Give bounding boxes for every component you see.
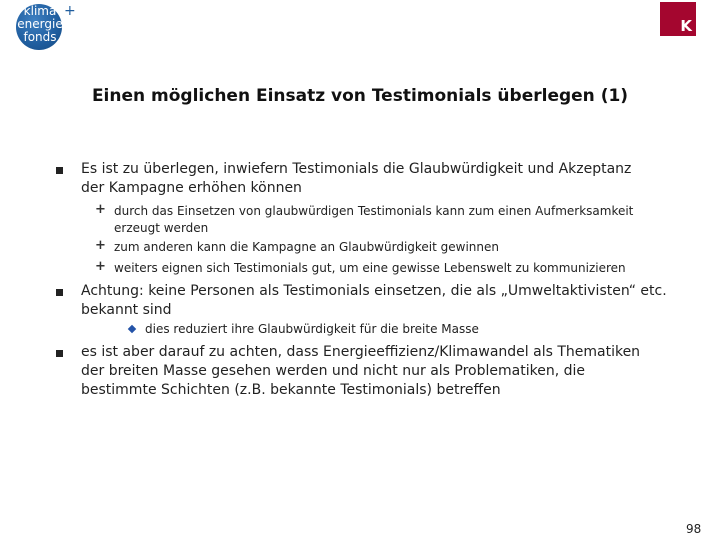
diamond-bullet-icon <box>128 325 136 333</box>
sub-bullet-1-2-line-1: zum anderen kann die Kampagne an Glaubwürdigkeit gewinnen <box>114 240 499 254</box>
logo-line-fonds: fonds <box>23 30 57 44</box>
sub-bullet-2-1 <box>145 321 705 338</box>
plus-bullet-icon: + <box>95 238 106 253</box>
bullet-square-icon <box>56 167 63 174</box>
bullet-square-icon <box>56 350 63 357</box>
sub-bullet-1-1-line-2: erzeugt werden <box>114 221 209 235</box>
bullet-1-line-1: Es ist zu überlegen, inwiefern Testimonials die Glaubwürdigkeit und Akzeptanz <box>81 161 632 177</box>
slide-title: Einen möglichen Einsatz von Testimonials überlegen (1) <box>91 86 629 106</box>
bullet-square-icon <box>56 289 63 296</box>
sub-bullet-2-1-line-1: dies reduziert ihre Glaubwürdigkeit für die breite Masse <box>145 322 479 336</box>
sub-bullet-1-3 <box>114 260 704 277</box>
klimafonds-logo <box>14 2 76 50</box>
bullet-3-line-2: der breiten Masse gesehen werden und nicht nur als Problematiken, die <box>81 363 585 379</box>
corner-logo-mark <box>660 2 696 36</box>
bullet-1-line-2: der Kampagne erhöhen können <box>81 180 302 196</box>
sub-bullet-1-3-line-1: weiters eignen sich Testimonials gut, um eine gewisse Lebenswelt zu kommunizieren <box>114 261 626 275</box>
bullet-3-line-1: es ist aber darauf zu achten, dass Energieeffizienz/Klimawandel als Thematiken <box>81 344 641 360</box>
corner-logo-letter: K <box>680 17 692 35</box>
bullet-1-text <box>81 160 701 198</box>
bullet-3-text <box>81 343 701 400</box>
sub-bullet-1-2 <box>114 239 704 256</box>
plus-bullet-icon: + <box>95 202 106 217</box>
logo-plus: + <box>64 3 76 19</box>
sub-bullet-1-1 <box>114 203 704 237</box>
plus-bullet-icon: + <box>95 259 106 274</box>
bullet-3-line-3: bestimmte Schichten (z.B. bekannte Testimonials) betreffen <box>81 382 501 398</box>
logo-line-energie: energie <box>17 17 63 31</box>
bullet-2-line-2: bekannt sind <box>81 302 172 318</box>
page-number: 98 <box>686 522 702 536</box>
sub-bullet-1-1-line-1: durch das Einsetzen von glaubwürdigen Testimonials kann zum einen Aufmerksamkeit <box>114 204 634 218</box>
bullet-2-text <box>81 282 701 320</box>
bullet-2-line-1: Achtung: keine Personen als Testimonials einsetzen, die als „Umweltaktivisten“ etc. <box>81 283 667 299</box>
logo-line-klima: klima <box>23 4 57 18</box>
